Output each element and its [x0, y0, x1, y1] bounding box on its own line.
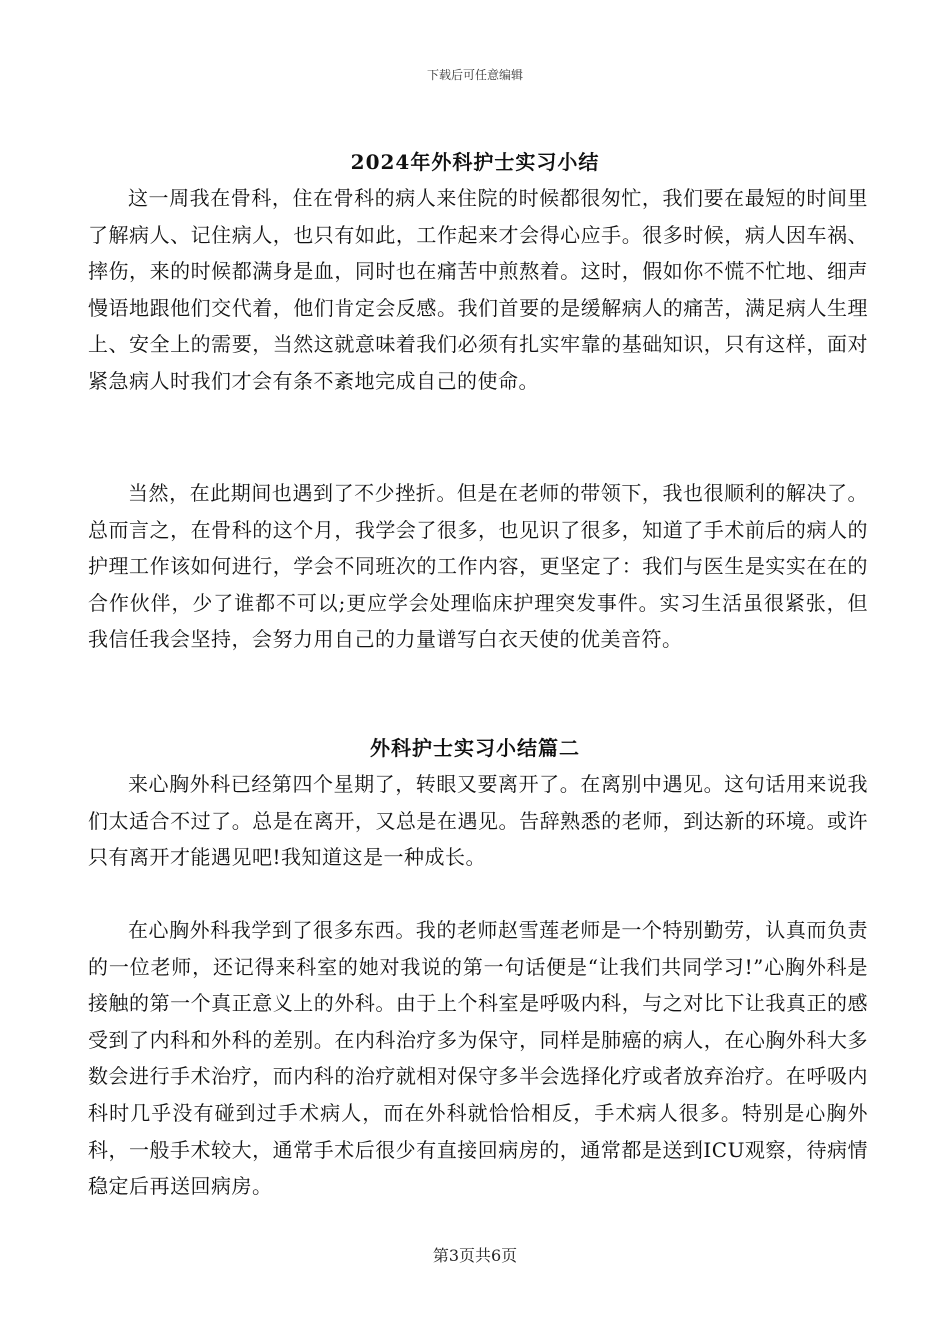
paragraph-1: 这一周我在骨科，住在骨科的病人来住院的时候都很匆忙，我们要在最短的时间里了解病人、记住病人，也只有如此，工作起来才会得心应手。很多时候，病人因车祸、摔伤，来的时候都满身是血，同时也在痛苦中煎熬着。这时，假如你不慌不忙地、细声慢语地跟他们交代着，他们肯定会反感。我们首要的是缓解病人的痛苦，满足病人生理上、安全上的需要，当然这就意味着我们必须有扎实牢靠的基础知识，只有这样，面对紧急病人时我们才会有条不紊地完成自己的使命。	[88, 186, 868, 393]
document-title: 2024年外科护士实习小结	[350, 150, 600, 174]
section-2-paragraph-1: 来心胸外科已经第四个星期了，转眼又要离开了。在离别中遇见。这句话用来说我们太适合不过了。总是在离开，又总是在遇见。告辞熟悉的老师，到达新的环境。或许只有离开才能遇见吧!我知道这是一种成长。	[88, 772, 868, 870]
section-2-title: 外科护士实习小结篇二	[370, 736, 580, 760]
paragraph-2: 当然，在此期间也遇到了不少挫折。但是在老师的带领下，我也很顺利的解决了。总而言之，在骨科的这个月，我学会了很多，也见识了很多，知道了手术前后的病人的护理工作该如何进行，学会不同班次的工作内容，更坚定了：我们与医生是实实在在的合作伙伴，少了谁都不可以;更应学会处理临床护理突发事件。实习生活虽很紧张，但我信任我会坚持，会努力用自己的力量谱写白衣天使的优美音符。	[88, 481, 868, 652]
section-2-paragraph-2: 在心胸外科我学到了很多东西。我的老师赵雪莲老师是一个特别勤劳，认真而负责的一位老师，还记得来科室的她对我说的第一句话便是“让我们共同学习!”心胸外科是接触的第一个真正意义上的外科。由于上个科室是呼吸内科，与之对比下让我真正的感受到了内科和外科的差别。在内科治疗多为保守，同样是肺癌的病人，在心胸外科大多数会进行手术治疗，而内科的治疗就相对保守多半会选择化疗或者放弃治疗。在呼吸内科时几乎没有碰到过手术病人，而在外科就恰恰相反，手术病人很多。特别是心胸外科，一般手术较大，通常手术后很少有直接回病房的，通常都是送到ICU观察，待病情稳定后再送回病房。	[88, 918, 868, 1199]
header-note: 下载后可任意编辑	[426, 68, 523, 82]
page-number: 第3页共6页	[432, 1246, 518, 1265]
